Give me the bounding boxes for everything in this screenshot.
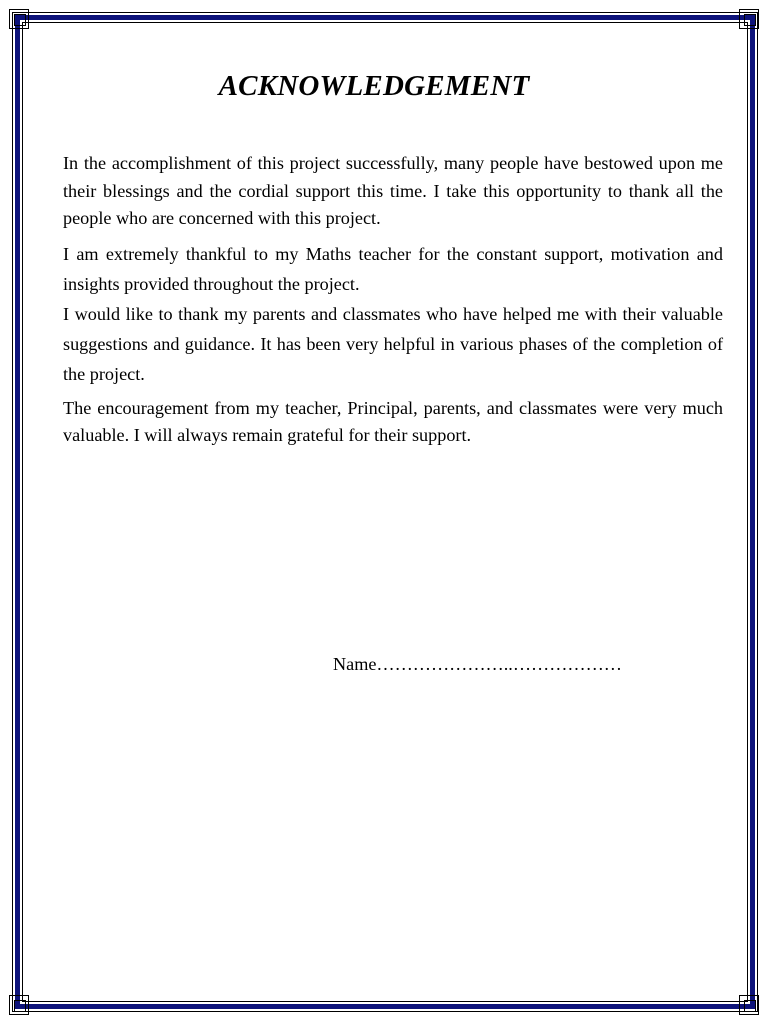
acknowledgement-body (63, 150, 723, 456)
signature-line: Name…………………..……………… (333, 654, 622, 674)
border-corner-bottom-left (9, 995, 29, 1015)
paragraph-2: I am extremely thankful to my Maths teacher for the constant support, motivation and insights provided throughout the project. (63, 243, 723, 294)
paragraph-4: The encouragement from my teacher, Principal, parents, and classmates were very much valuable. I will always remain grateful for their support. (63, 397, 723, 445)
border-corner-top-left (9, 9, 29, 29)
paragraph-1: In the accomplishment of this project successfully, many people have bestowed upon me their blessings and the cordial support this time. I take this opportunity to thank all the people who are concerned with this project. (63, 153, 723, 228)
paragraph-3: I would like to thank my parents and classmates who have helped me with their valuable suggestions and guidance. It has been very helpful in various phases of the completion of the project. (63, 303, 723, 384)
page-title: ACKNOWLEDGEMENT (218, 70, 530, 102)
border-corner-bottom-right (739, 995, 759, 1015)
border-corner-top-right (739, 9, 759, 29)
